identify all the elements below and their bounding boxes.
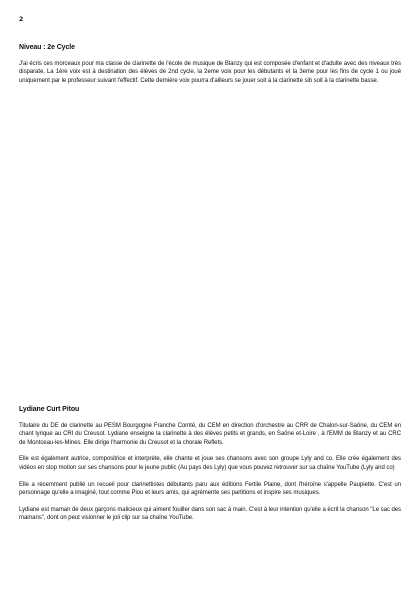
author-paragraph-3: Elle a récemment publié un recueil pour clarinettistes débutants paru aux éditions Fertile Plaine, dont l'héroïne s'appelle Paupiette. C'est un personnage qu'elle a imaginé, tout comme Piou et leurs amis, qui agrémente ses partitions et inspire ses musiques. — [19, 481, 401, 497]
author-paragraph-4: Lydiane est maman de deux garçons malicieux qui aiment fouiller dans son sac à main. C'est à leur intention qu'elle a écrit la chanson "Le sac des mamans", dont on peut visionner le joli clip sur sa chaîne YouTube. — [19, 506, 401, 522]
page-number: 2 — [19, 16, 24, 23]
level-paragraph: J'ai écris ces morceaux pour ma classe de clarinette de l'école de musique de Blanzy qui est composée d'enfant et d'adulte avec des niveaux très disparate. La 1ère voix est à destination des élèves de 2nd cycle, la 2eme voix pour les débutants et la 3eme pour les fins de cycle 1 ou joué uniquement par le professeur suivant l'effectif. Cette dernière voix pourra d'ailleurs se jouer soit à la clarinette sib soit à la clarinette basse. — [19, 60, 401, 84]
author-paragraph-1: Titulaire du DE de clarinette au PESM Bourgogne Franche Comté, du CEM en direction d'orchestre au CRR de Chalon-sur-Saône, du CEM en chant lyrique au CRI du Creusot. Lydiane enseigne la clarinette à des élèves petits et grands, en Saône et-Loire , à l'EMM de Blanzy et au CRC de Montceau-les-Mines. Elle dirige l'harmonie du Creusot et la chorale Reflets. — [19, 422, 401, 446]
author-heading: Lydiane Curt Pitou — [19, 406, 80, 413]
author-paragraph-2: Elle est également autrice, compositrice et interprète, elle chante et joue ses chansons avec son groupe Lyly and co. Elle crée également des vidéos en stop motion sur ses chansons pour le jeune public (Au pays des Lyly) que vous pouvez retrouver sur sa chaîne YouTube (Lyly and co) — [19, 456, 401, 472]
author-section — [19, 406, 401, 531]
level-heading: Niveau : 2e Cycle — [19, 44, 75, 51]
level-section — [19, 44, 401, 93]
